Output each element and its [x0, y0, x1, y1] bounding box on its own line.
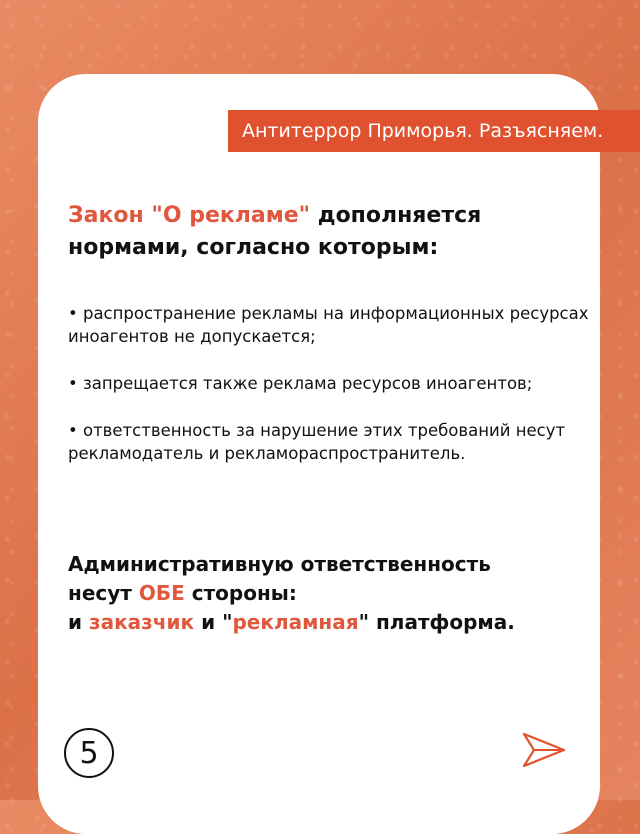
rules-list [68, 302, 598, 489]
banner-text: Антитеррор Приморья. Разъясняем. [242, 120, 604, 142]
note-text: несут [68, 581, 139, 605]
note-highlight: рекламная [232, 610, 359, 634]
note-text: " платформа. [358, 610, 515, 634]
note-line-2 [68, 579, 608, 608]
page-heading [68, 200, 588, 264]
note-text: и " [194, 610, 233, 634]
list-item: • распространение рекламы на информационных ресурсах иноагентов не допускается; [68, 304, 589, 346]
responsibility-note [68, 550, 608, 637]
header-banner [228, 110, 640, 152]
note-line-3 [68, 608, 608, 637]
list-item: • ответственность за нарушение этих требований несут рекламодатель и рекламораспространитель. [68, 421, 566, 463]
heading-rest: дополняется нормами, согласно которым: [68, 203, 482, 260]
list-item: • запрещается также реклама ресурсов иноагентов; [68, 374, 533, 393]
note-highlight: заказчик [88, 610, 195, 634]
note-text: и [68, 610, 89, 634]
heading-law-name: Закон "О рекламе" [68, 203, 311, 228]
send-arrow-icon[interactable] [520, 730, 568, 770]
note-line-1: Административную ответственность [68, 552, 491, 576]
note-text: стороны: [184, 581, 297, 605]
page-number: 5 [79, 735, 99, 771]
note-highlight: ОБЕ [138, 581, 185, 605]
page-number-badge [64, 728, 114, 778]
